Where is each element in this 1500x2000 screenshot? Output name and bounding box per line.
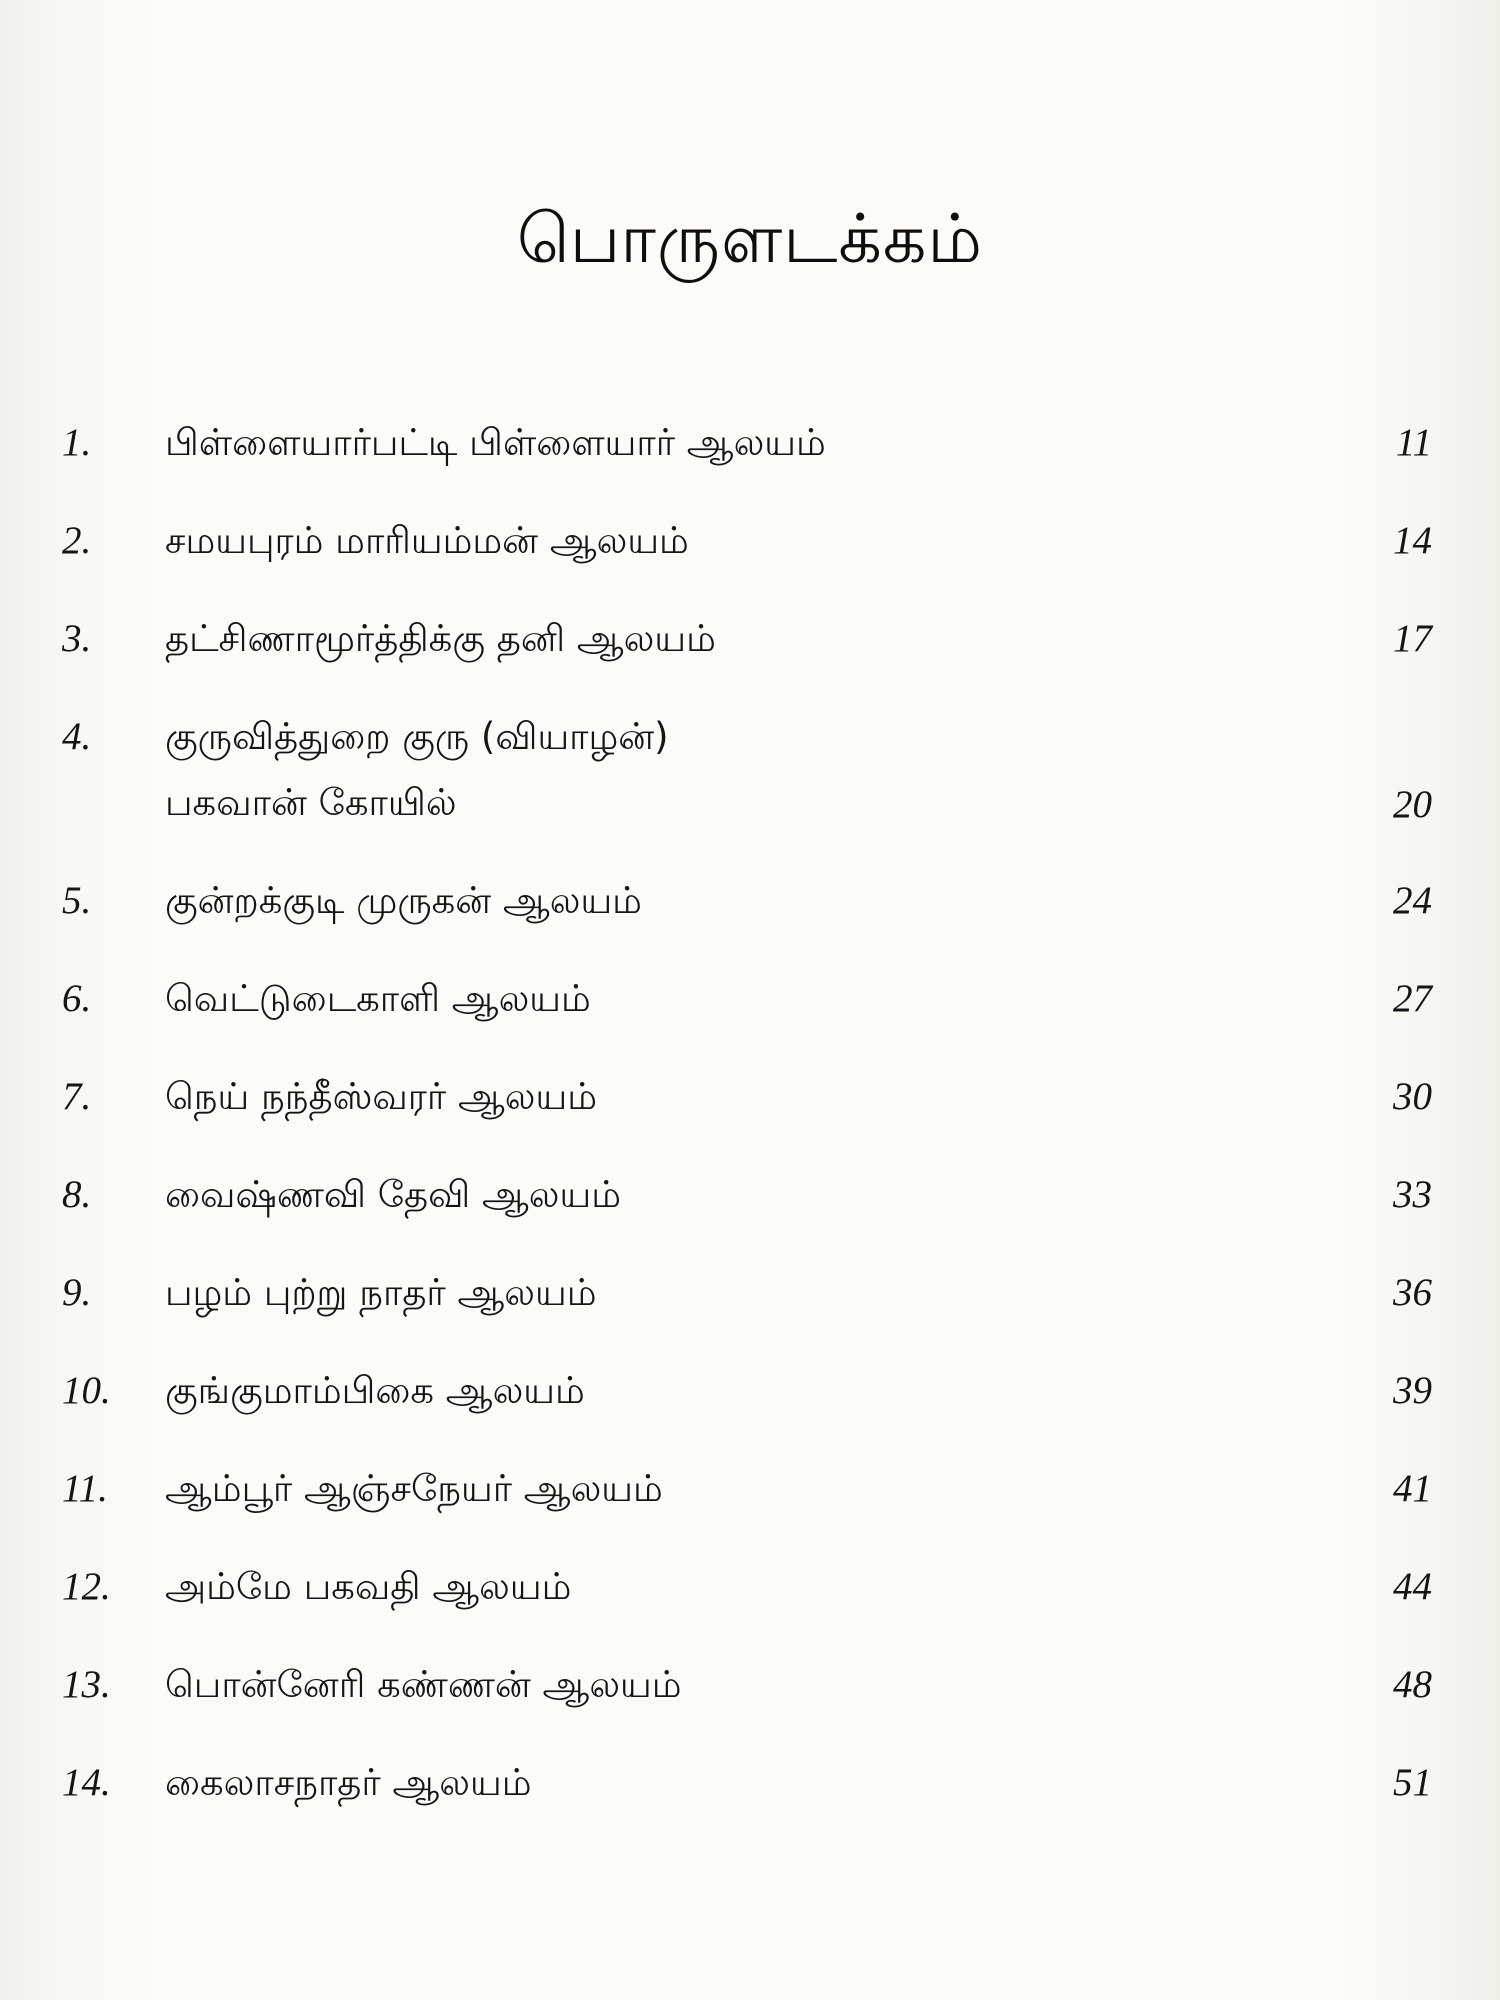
entry-page-number: 36 <box>1393 1271 1432 1314</box>
entry-title: நெய் நந்தீஸ்வரர் ஆலயம் <box>165 1075 597 1118</box>
entry-page-number: 30 <box>1393 1075 1432 1118</box>
entry-title: அம்மே பகவதி ஆலயம் <box>165 1565 572 1608</box>
toc-entry-8 <box>0 1152 1500 1250</box>
entry-title: வெட்டுடைகாளி ஆலயம் <box>165 977 591 1020</box>
entry-number: 10. <box>62 1369 111 1412</box>
entry-page-number: 51 <box>1393 1761 1432 1804</box>
entry-page-number: 41 <box>1393 1467 1432 1510</box>
toc-entry-13 <box>0 1642 1500 1740</box>
toc-entry-10 <box>0 1348 1500 1446</box>
entry-title <box>165 704 925 836</box>
entry-title: சமயபுரம் மாரியம்மன் ஆலயம் <box>165 519 689 562</box>
entry-page-number: 20 <box>1393 783 1432 826</box>
entry-title: குங்குமாம்பிகை ஆலயம் <box>165 1369 585 1412</box>
toc-entry-5 <box>0 858 1500 956</box>
entry-page-number: 33 <box>1393 1173 1432 1216</box>
entry-page-number: 11 <box>1395 421 1432 464</box>
toc-entry-12 <box>0 1544 1500 1642</box>
entry-title: கைலாசநாதர் ஆலயம் <box>165 1761 532 1804</box>
entry-title-line-2: பகவான் கோயில் <box>165 781 457 824</box>
entry-number: 13. <box>62 1663 111 1706</box>
entry-title: பழம் புற்று நாதர் ஆலயம் <box>165 1271 597 1314</box>
entry-title: குன்றக்குடி முருகன் ஆலயம் <box>165 879 642 922</box>
entry-page-number: 24 <box>1393 879 1432 922</box>
entry-number: 7. <box>62 1075 92 1118</box>
toc-entry-9 <box>0 1250 1500 1348</box>
toc-entry-4 <box>0 694 1500 858</box>
entry-page-number: 17 <box>1393 617 1432 660</box>
entry-title: ஆம்பூர் ஆஞ்சநேயர் ஆலயம் <box>165 1467 663 1510</box>
entry-number: 9. <box>62 1271 92 1314</box>
entry-number: 11. <box>62 1467 108 1510</box>
entry-title: பிள்ளையார்பட்டி பிள்ளையார் ஆலயம் <box>165 421 826 464</box>
entry-number: 12. <box>62 1565 111 1608</box>
entry-number: 1. <box>62 421 92 464</box>
toc-entry-2 <box>0 498 1500 596</box>
table-of-contents <box>0 400 1500 1838</box>
toc-entry-11 <box>0 1446 1500 1544</box>
entry-page-number: 14 <box>1393 519 1432 562</box>
entry-number: 4. <box>62 715 92 758</box>
entry-title: பொன்னேரி கண்ணன் ஆலயம் <box>165 1663 682 1706</box>
entry-page-number: 44 <box>1393 1565 1432 1608</box>
entry-page-number: 48 <box>1393 1663 1432 1706</box>
entry-title-line-1: குருவித்துறை குரு (வியாழன்) <box>165 715 669 758</box>
toc-entry-14 <box>0 1740 1500 1838</box>
entry-title: தட்சிணாமூர்த்திக்கு தனி ஆலயம் <box>165 617 716 660</box>
entry-number: 14. <box>62 1761 111 1804</box>
toc-entry-7 <box>0 1054 1500 1152</box>
entry-number: 6. <box>62 977 92 1020</box>
entry-page-number: 27 <box>1393 977 1432 1020</box>
entry-title: வைஷ்ணவி தேவி ஆலயம் <box>165 1173 621 1216</box>
entry-number: 5. <box>62 879 92 922</box>
entry-number: 8. <box>62 1173 92 1216</box>
page-title: பொருளடக்கம் <box>516 200 984 279</box>
entry-page-number: 39 <box>1393 1369 1432 1412</box>
toc-entry-1 <box>0 400 1500 498</box>
entry-number: 2. <box>62 519 92 562</box>
toc-entry-6 <box>0 956 1500 1054</box>
toc-entry-3 <box>0 596 1500 694</box>
entry-number: 3. <box>62 617 92 660</box>
